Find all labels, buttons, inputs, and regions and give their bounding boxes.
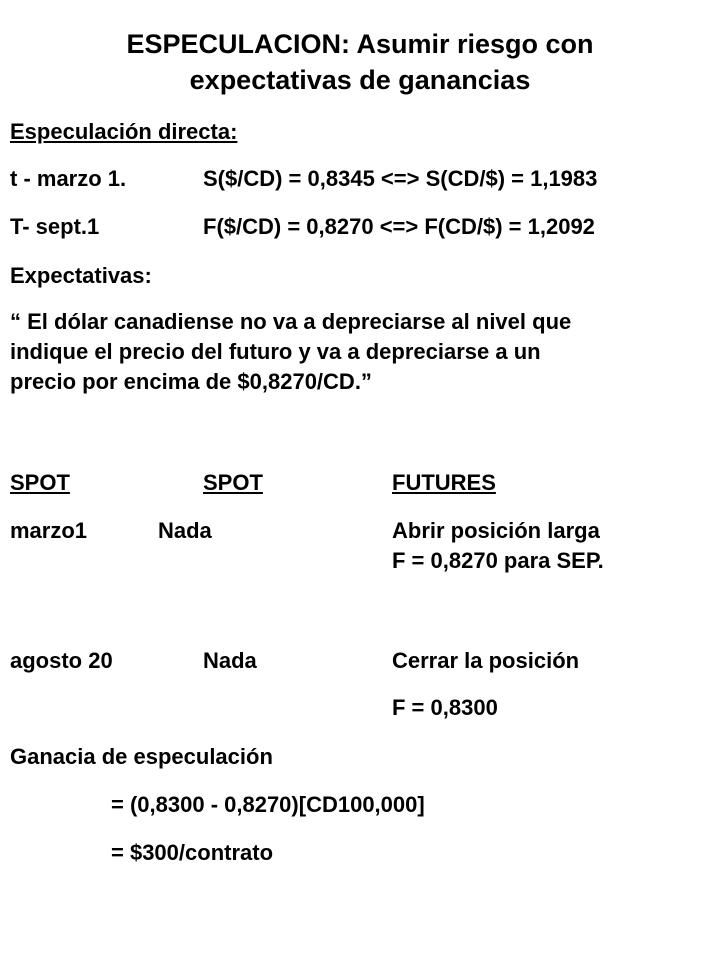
forward-rate-value: F($/CD) = 0,8270 <=> F(CD/$) = 1,2092 [203, 214, 595, 239]
profit-label: Ganacia de especulación [10, 744, 273, 769]
spot-rate-value: S($/CD) = 0,8345 <=> S(CD/$) = 1,1983 [203, 166, 598, 191]
table-header-spot: SPOT [203, 470, 263, 495]
slide-title-line-1: ESPECULACION: Asumir riesgo con [126, 29, 594, 59]
spot-rate-date: t - marzo 1. [10, 166, 127, 191]
table-row-1-futures-line-1: Abrir posición larga [392, 518, 600, 543]
table-header-spot-date: SPOT [10, 470, 70, 495]
table-row-2-date: agosto 20 [10, 648, 113, 673]
expectations-label: Expectativas: [10, 263, 152, 288]
forward-rate-date: T- sept.1 [10, 214, 100, 239]
table-row-2-spot: Nada [203, 648, 257, 673]
profit-formula: = (0,8300 - 0,8270)[CD100,000] [111, 792, 425, 817]
section-heading: Especulación directa: [10, 119, 238, 144]
table-row-1-spot: Nada [158, 518, 212, 543]
table-row-1-date: marzo1 [10, 518, 88, 543]
table-row-1-futures-line-2: F = 0,8270 para SEP. [392, 548, 604, 573]
expectations-quote-line-1: “ El dólar canadiense no va a depreciarse al nivel que [10, 309, 572, 334]
expectations-quote-line-2: indique el precio del futuro y va a depreciarse a un [10, 339, 541, 364]
table-header-futures: FUTURES [392, 470, 496, 495]
table-row-2-futures-line-1: Cerrar la posición [392, 648, 580, 673]
profit-result: = $300/contrato [111, 840, 274, 865]
table-row-2-futures-line-2: F = 0,8300 [392, 695, 498, 720]
expectations-quote-line-3: precio por encima de $0,8270/CD.” [10, 369, 372, 394]
slide-title-line-2: expectativas de ganancias [189, 65, 531, 95]
